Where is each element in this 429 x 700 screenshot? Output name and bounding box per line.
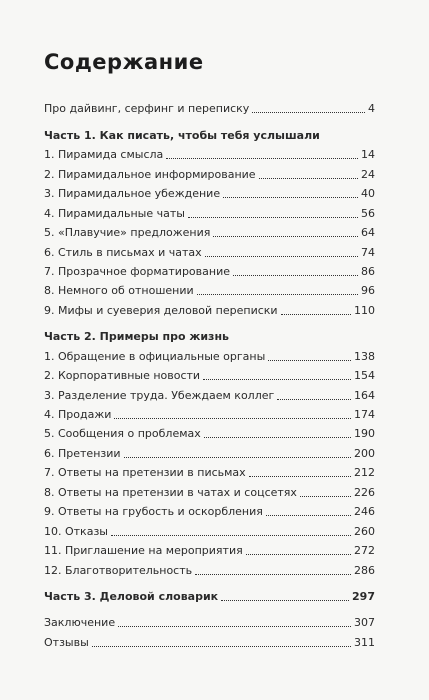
dot-leader xyxy=(118,626,351,627)
toc-entry-label: 2. Пирамидальное информирование xyxy=(44,167,256,181)
part1-list xyxy=(44,142,375,317)
dot-leader xyxy=(166,158,358,159)
toc-entry xyxy=(44,181,375,200)
dot-leader xyxy=(259,178,358,179)
toc-entry xyxy=(44,161,375,180)
toc-entry xyxy=(44,460,375,479)
dot-leader xyxy=(221,600,349,601)
toc-entry-label: 4. Пирамидальные чаты xyxy=(44,206,185,220)
toc-entry xyxy=(44,220,375,239)
page-title: Содержание xyxy=(44,50,204,74)
toc-entry-page: 4 xyxy=(368,102,375,116)
toc-entry-page: 74 xyxy=(361,245,375,259)
part2-list xyxy=(44,343,375,576)
toc-entry-label: Про дайвинг, серфинг и переписку xyxy=(44,102,250,116)
toc-entry xyxy=(44,479,375,498)
toc-entry xyxy=(44,421,375,440)
toc-entry-page: 40 xyxy=(361,187,375,201)
toc-entry xyxy=(44,610,375,629)
dot-leader xyxy=(266,515,351,516)
toc-entry-page: 24 xyxy=(361,167,375,181)
toc-entry xyxy=(44,440,375,459)
toc-entry-label: 7. Ответы на претензии в письмах xyxy=(44,466,246,480)
toc-entry-label: 8. Немного об отношении xyxy=(44,284,194,298)
dot-leader xyxy=(213,236,358,237)
toc-entry-page: 297 xyxy=(352,589,375,603)
toc-entry xyxy=(44,402,375,421)
toc-entry-label: 7. Прозрачное форматирование xyxy=(44,264,230,278)
toc-entry-page: 174 xyxy=(354,408,375,421)
toc-entry-label: 3. Пирамидальное убеждение xyxy=(44,187,221,201)
toc-entry-page: 311 xyxy=(354,635,375,649)
toc-entry-label: Заключение xyxy=(44,616,116,630)
dot-leader xyxy=(300,496,351,497)
toc-entry xyxy=(44,259,375,278)
toc-entry-page: 212 xyxy=(354,466,375,480)
toc-entry-page: 226 xyxy=(354,485,375,499)
toc-entry xyxy=(44,382,375,401)
toc-entry xyxy=(44,297,375,316)
toc-entry-label: Часть 3. Деловой словарик xyxy=(44,589,219,603)
toc-entry-label: 4. Продажи xyxy=(44,408,112,421)
dot-leader xyxy=(205,256,358,257)
toc-entry-label: 1. Пирамида смысла xyxy=(44,148,164,162)
toc-entry-label: 12. Благотворительность xyxy=(44,563,193,577)
toc-entry-label: Отзывы xyxy=(44,635,89,649)
toc-entry xyxy=(44,363,375,382)
part1-heading xyxy=(44,122,375,141)
toc-entry-page: 164 xyxy=(354,388,375,402)
toc-entry-label: 5. «Плавучие» предложения xyxy=(44,226,211,240)
toc-entry-page: 138 xyxy=(354,349,375,363)
toc-entry-label: 6. Претензии xyxy=(44,446,121,460)
toc-entry-page: 96 xyxy=(361,284,375,298)
dot-leader xyxy=(277,399,351,400)
toc-entry-page: 110 xyxy=(354,303,375,317)
dot-leader xyxy=(114,418,351,419)
toc-entry-page: 200 xyxy=(354,446,375,460)
toc-entry-label: 9. Мифы и суеверия деловой переписки xyxy=(44,303,278,317)
dot-leader xyxy=(111,535,351,536)
toc-entry xyxy=(44,142,375,161)
toc-entry-page: 260 xyxy=(354,524,375,538)
toc-entry-label: 1. Обращение в официальные органы xyxy=(44,349,266,363)
toc-entry xyxy=(44,629,375,648)
part-heading-label: Часть 2. Примеры про жизнь xyxy=(44,330,230,344)
toc-entry-page: 307 xyxy=(354,616,375,630)
dot-leader xyxy=(249,476,351,477)
toc-entry-label: 5. Сообщения о проблемах xyxy=(44,427,201,441)
toc-entry xyxy=(44,518,375,537)
toc-entry-page: 272 xyxy=(354,544,375,558)
dot-leader xyxy=(188,217,358,218)
toc-entry xyxy=(44,200,375,219)
toc-entry-page: 14 xyxy=(361,148,375,162)
dot-leader xyxy=(204,437,351,438)
dot-leader xyxy=(197,294,358,295)
toc-entry-label: 6. Стиль в письмах и чатах xyxy=(44,245,202,259)
toc-entry xyxy=(44,278,375,297)
dot-leader xyxy=(124,457,351,458)
toc-entry-label: 9. Ответы на грубость и оскорбления xyxy=(44,505,263,519)
dot-leader xyxy=(252,112,365,113)
toc-entry-page: 64 xyxy=(361,226,375,240)
toc-entry xyxy=(44,343,375,362)
dot-leader xyxy=(223,197,358,198)
toc-entry-page: 56 xyxy=(361,206,375,220)
toc-entry xyxy=(44,239,375,258)
toc-entry xyxy=(44,538,375,557)
outro-list xyxy=(44,610,375,649)
dot-leader xyxy=(246,554,351,555)
toc-entry xyxy=(44,557,375,576)
dot-leader xyxy=(281,314,351,315)
toc-entry-page: 286 xyxy=(354,563,375,577)
part-heading-label: Часть 1. Как писать, чтобы тебя услышали xyxy=(44,128,320,142)
toc-entry-label: 8. Ответы на претензии в чатах и соцсетях xyxy=(44,485,297,499)
dot-leader xyxy=(203,379,351,380)
toc-entry-page: 86 xyxy=(361,264,375,278)
toc-entry-label: 3. Разделение труда. Убеждаем коллег xyxy=(44,388,275,402)
toc-entry-page: 190 xyxy=(354,427,375,441)
toc-entry-page: 246 xyxy=(354,505,375,519)
toc-entry xyxy=(44,499,375,518)
part2-heading xyxy=(44,324,375,343)
dot-leader xyxy=(233,275,358,276)
toc-entry-label: 2. Корпоративные новости xyxy=(44,369,201,383)
toc-entry-label: 10. Отказы xyxy=(44,524,108,538)
toc-entry-page: 154 xyxy=(354,369,375,383)
dot-leader xyxy=(92,646,351,647)
dot-leader xyxy=(268,360,351,361)
table-of-contents xyxy=(44,96,375,649)
toc-entry-intro xyxy=(44,96,375,115)
toc-entry-part3 xyxy=(44,584,375,603)
toc-entry-label: 11. Приглашение на мероприятия xyxy=(44,544,243,558)
dot-leader xyxy=(195,574,351,575)
